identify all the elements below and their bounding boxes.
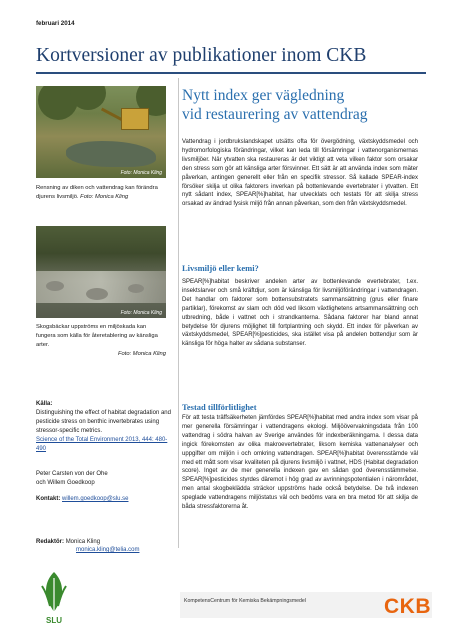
footer-organization: KompetensCentrum för Kemiska Bekämpningsmedel: [184, 598, 306, 604]
authors-block: [36, 470, 176, 488]
author-line-1: Peter Carsten von der Ohe: [36, 471, 108, 477]
editor-block: [36, 538, 186, 554]
photo-credit: Foto: Monica Kling: [120, 310, 162, 316]
source-block: [36, 400, 176, 454]
source-link[interactable]: Science of the Total Environment 2013, 444: 480-490: [36, 437, 168, 452]
column-divider: [178, 78, 179, 548]
photo-credit: Foto: Monica Kling: [120, 170, 162, 176]
ditch-excavation-photo: [36, 86, 166, 178]
editor-label: Redaktör:: [36, 539, 65, 545]
caption-credit: Foto: Monica Kling: [80, 194, 129, 200]
contact-block: [36, 495, 186, 504]
paragraph-testad: För att testa träffsäkerheten jämfördes SPEAR[%]habitat med andra index som visar på mer generella försämringar i vattendragens ekologi. Miljöövervakningsdata från 100 vattendrag i södra halvan av Sverige användes för indexberäkningarna. I dessa data ingick förekomsten av olika makroevertebrater, liksom kemiska vattenanalyser och uppgifter om miljön i och omkring vattendragen. SPEAR[%]habitat överensstämde väl med ett mått som visar kvaliteten på djurens livsmiljö i vattnet, HDS (Habitat degradation score). Inget av de mer generella indexen gav en sådan god överensstämmelse. SPEAR[%]pesticides styrdes däremot i hög grad av avrinningspotentialen i närområdet, men antal skogbeklädda sträckor uppströms hade också betydelse. De två indexen speglade vattendragens miljöstatus väl och bedöms vara en bra metod för att skilja de båda stressfaktorerna åt.: [182, 415, 418, 511]
slu-logo-text: SLU: [46, 616, 62, 625]
section-heading-livsmiljo: Livsmiljö eller kemi?: [182, 263, 259, 273]
paragraph-livsmiljo: SPEAR[%]habitat beskriver andelen arter av bottenlevande evertebrater, t.ex. insektslarver och små kräftdjur, som är känsliga för livsmiljöförändringar i vattendragen. Det handlar om faktorer som bottensubstratets sammansättning (grus eller finare partiklar), förekomst av slam och död ved liksom växtlighetens artsammansättning och utbredning, både i vattnet och i strandkanterna. Sådana faktorer har bland annat betydelse för djurens möjlighet till fortplantning och skydd. Ett index för påverkan av växtskyddsmedel, SPEAR[%]pesticides, ska istället visa på andelen bottendjur som är känsliga för höga halter av sådana substanser.: [182, 279, 418, 348]
photo-caption-1: Rensning av diken och vattendrag kan förändra djurens livsmiljö. Foto: Monica Kling: [36, 185, 158, 200]
excavator-shape: [121, 108, 149, 130]
contact-label: Kontakt:: [36, 496, 61, 502]
section-heading-testad: Testad tillförlitlighet: [182, 402, 257, 412]
forest-stream-photo: [36, 226, 166, 318]
editor-email-link[interactable]: monica.kling@telia.com: [76, 547, 140, 553]
source-text: Distinguishing the effect of habitat degradation and pesticide stress on benthic invertebrates using stressor-specific metrics.: [36, 410, 171, 434]
issue-date: februari 2014: [36, 20, 75, 27]
photo-caption-2: Skogsbäckar uppströms en miljöskada kan fungera som källa för återetablering av känsliga arter. Foto: Monica Kling: [36, 324, 166, 357]
article-title: Nytt index ger vägledning vid restaurering av vattendrag: [182, 87, 368, 123]
author-line-2: och Willem Goedkoop: [36, 480, 95, 486]
caption-credit: Foto: Monica Kling: [117, 351, 166, 357]
slu-logo-icon: [36, 568, 72, 623]
title-divider: [36, 72, 426, 74]
contact-email-link[interactable]: willem.goedkoop@slu.se: [62, 496, 129, 502]
intro-paragraph: Vattendrag i jordbrukslandskapet utsätts ofta för övergödning, växtskyddsmedel och hydromorfologiska förändringar, vilket kan leda till försämringar i vattenorganismernas livsmiljöer. När ytvatten ska restaureras är det viktigt att veta vilken faktor som orsakar den stress som gör att känsliga arter försvinner. Ett sätt är att använda index som mäter påverkan, antingen generellt eller från en specifik stressor. Så kallade SPEAR-index försöker skilja ut olika faktorers inverkan på bottenlevande evertebrater i ytvatten. Ett nytt sådant index, SPEAR[%]habitat, har utvecklats och testats för att skilja stress orsakad av ändrad fysisk miljö från annan påverkan, som den från växtskyddsmedel.: [182, 139, 418, 208]
ckb-logo: CKB: [384, 595, 431, 618]
editor-name: Monica Kling: [65, 539, 101, 545]
source-label: Källa:: [36, 401, 53, 407]
page-title: Kortversioner av publikationer inom CKB: [36, 45, 367, 66]
